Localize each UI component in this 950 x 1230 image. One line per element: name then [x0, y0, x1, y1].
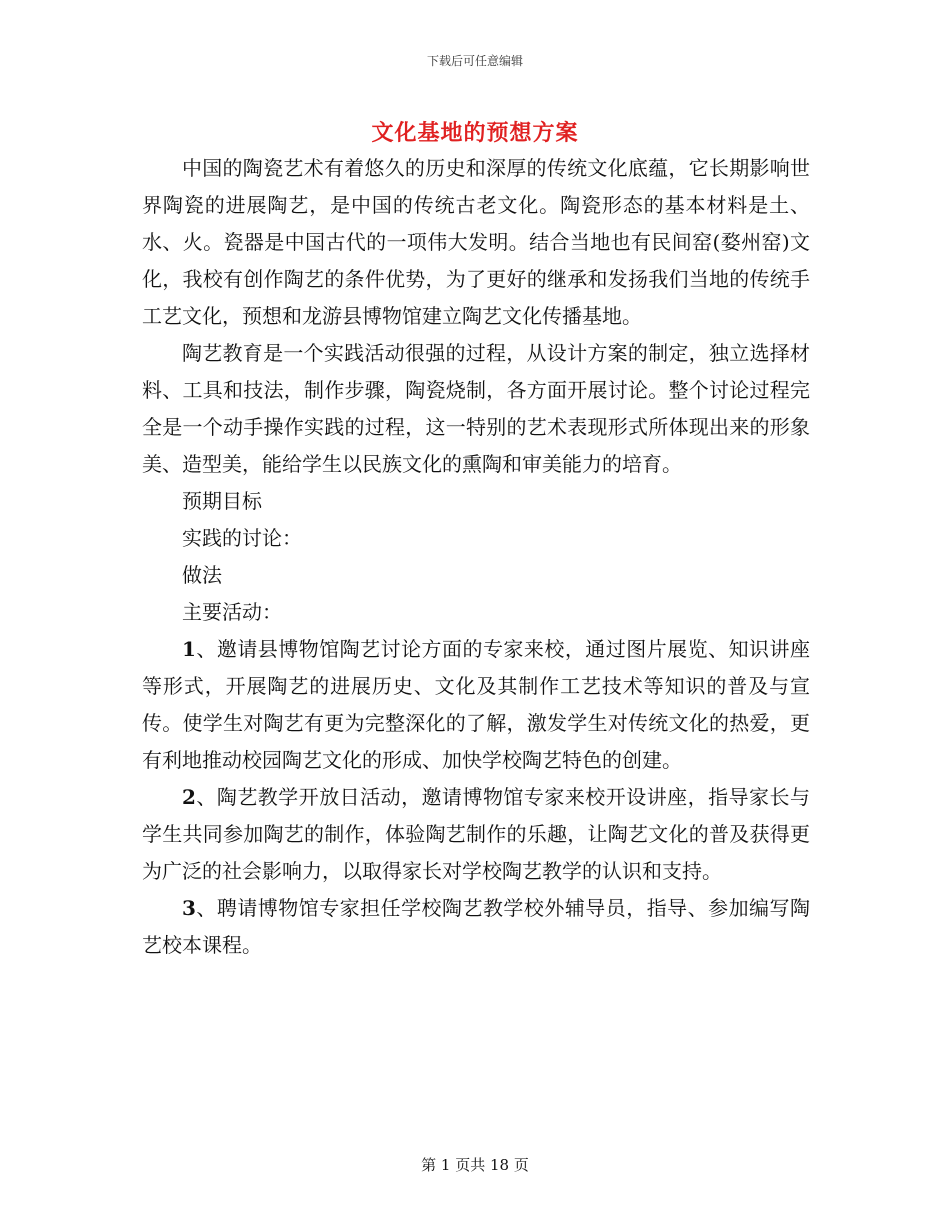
- activity-item: [142, 890, 810, 964]
- document-body: [142, 150, 810, 964]
- activity-item: [142, 631, 810, 779]
- heading-expected-goals: 预期目标: [182, 489, 262, 513]
- activity-text: 、陶艺教学开放日活动，邀请博物馆专家来校开设讲座，指导家长与学生共同参加陶艺的制作，体验陶艺制作的乐趣，让陶艺文化的普及获得更为广泛的社会影响力，以取得家长对学校陶艺教学的认识和支持。: [142, 785, 810, 883]
- activity-text: 、邀请县博物馆陶艺讨论方面的专家来校，通过图片展览、知识讲座等形式，开展陶艺的进展历史、文化及其制作工艺技术等知识的普及与宣传。使学生对陶艺有更为完整深化的了解，激发学生对传统文化的热爱，更有利地推动校园陶艺文化的形成、加快学校陶艺特色的创建。: [142, 637, 810, 772]
- heading-practice-discussion: 实践的讨论：: [182, 526, 302, 550]
- activity-number: 3: [182, 896, 196, 920]
- paragraph-education: 陶艺教育是一个实践活动很强的过程，从设计方案的制定，独立选择材料、工具和技法，制作步骤，陶瓷烧制，各方面开展讨论。整个讨论过程完全是一个动手操作实践的过程，这一特别的艺术表现形式所体现出来的形象美、造型美，能给学生以民族文化的熏陶和审美能力的培育。: [142, 341, 810, 476]
- activity-number: 2: [182, 785, 196, 809]
- activity-text: 、聘请博物馆专家担任学校陶艺教学校外辅导员，指导、参加编写陶艺校本课程。: [142, 896, 810, 957]
- activity-item: [142, 779, 810, 890]
- page-footer: 第 1 页共 18 页: [421, 1156, 529, 1174]
- document-title: 文化基地的预想方案: [371, 120, 579, 146]
- heading-method: 做法: [182, 563, 222, 587]
- page-header: 下载后可任意编辑: [426, 54, 523, 68]
- heading-main-activities: 主要活动：: [182, 600, 282, 624]
- activity-number: 1: [182, 637, 196, 661]
- paragraph-intro: 中国的陶瓷艺术有着悠久的历史和深厚的传统文化底蕴，它长期影响世界陶瓷的进展陶艺，是中国的传统古老文化。陶瓷形态的基本材料是土、水、火。瓷器是中国古代的一项伟大发明。结合当地也有民间窑(婺州窑)文化，我校有创作陶艺的条件优势，为了更好的继承和发扬我们当地的传统手工艺文化，预想和龙游县博物馆建立陶艺文化传播基地。: [142, 156, 810, 328]
